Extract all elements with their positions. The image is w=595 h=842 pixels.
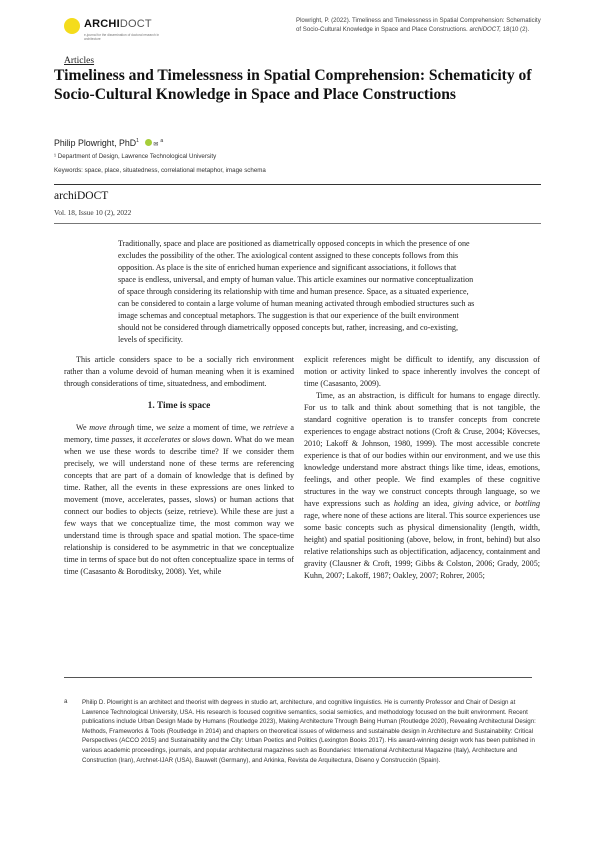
envelope-icon[interactable]: ✉ bbox=[153, 142, 159, 148]
journal-issue: Vol. 18, Issue 10 (2), 2022 bbox=[54, 208, 132, 217]
logo-tagline: e-journal for the dissemination of doctoral research in architecture bbox=[84, 33, 160, 41]
author-line bbox=[54, 138, 163, 148]
section-heading: 1. Time is space bbox=[147, 401, 211, 411]
footnote-divider bbox=[64, 677, 532, 678]
citation-journal: archiDOCT, bbox=[469, 26, 502, 34]
citation-volume: 18(10 (2). bbox=[502, 26, 530, 34]
author-footnote-marker[interactable]: a bbox=[160, 138, 164, 144]
body-paragraph: We move through time, we seize a moment of time, we retrieve a memory, time passes, it accelerates or slows down. What do we mean when we use these words to describe time? If we consider them precisely, we will understand none of these terms are referencing concepts that are part of a domain of knowledge that is defined by time. Rather, all the events in these expressions are ones linked to movement (move, accelerates, passes, slows) or human actions that connect our bodies to objects (seize, retrieve). While these are just a few ways that we conceptualize time, the most common way we understand time is through space and spatial motion. The space-time relationship is considered to be asymmetric in that we conceptualize time in terms of space but do not often conceptualize space in terms of time (Casasanto & Boroditsky, 2008). Yet, while bbox=[64, 423, 295, 576]
logo-wordmark bbox=[84, 18, 152, 30]
citation-header bbox=[296, 16, 546, 35]
header-divider bbox=[54, 184, 541, 185]
body-column-left bbox=[64, 354, 294, 578]
body-column-right bbox=[304, 354, 540, 582]
footnote-marker: a bbox=[64, 698, 68, 705]
author-name[interactable]: Philip Plowright, PhD bbox=[54, 138, 137, 148]
keywords: Keywords: space, place, situatedness, correlational metaphor, image schema bbox=[54, 167, 266, 174]
author-footnote: Philip D. Plowright is an architect and theorist with degrees in studio art, architecture, and cognitive linguistics. He is currently Professor and Chair of Design at Lawrence Technological University, USA. His research is focused cognitive semantics, social semiotics, and methodology focused on the built environment. Recent publications include Urban Design Made by Humans (Routledge 2023), Making Architecture Through Being Human (Routledge 2020), Revealing Architectural Design: Methods, Frameworks & Tools (Routledge in 2014) and chapters on theoretical issues of wilderness and sustainable design in Architecture and Sustainability: Critical Perspectives (ACCO 2015) and Sustainability and the City: Urban Poetics and Politics (Lexington Books 2017). His award-winning design work has been published in various academic proceedings, journals, and popular architectural magazines such as Boundaries: International Architectural Magazine (Italy), Architecture and Construction (Iran), Archnet-IJAR (USA), Bauwelt (Germany), and Arkinka, Revista de Arquitectura, Diseno y Construcción (Spain). bbox=[82, 699, 536, 764]
logo-wordmark-light: DOCT bbox=[119, 18, 152, 30]
author-affiliation-sup: 1 bbox=[136, 138, 139, 145]
section-label-articles[interactable]: Articles bbox=[64, 56, 95, 66]
citation-text: Plowright, P. (2022). Timeliness and Timelessness in Spatial Comprehension: Schematicity of Socio-Cultural Knowledge in Space and Place Constructions. bbox=[296, 17, 541, 34]
abstract: Traditionally, space and place are positioned as diametrically opposed concepts in which the presence of one excludes the possibility of the other. The axiological content assigned to these concepts follows from this opposition. As place is the site of enriched human experience and significant associations, it follows that space is endless, universal, and empty of human value. This article examines our normative conceptualization of space through considering its relationship with time and human presence. Space, as a situated experience, can be considered to contain a large volume of human meaning activated through embodied structures such as image schemas and conceptual metaphors. The suggestion is that our experience of the built environment should not be considered through diametrically opposed concepts but, rather, increasing, and co-existing, levels of specificity. bbox=[118, 239, 475, 344]
body-paragraph-continued: explicit references might be difficult to identify, any discussion of motion or activity linked to space inherently involves the concept of time (Casasanto, 2009). bbox=[304, 355, 540, 388]
body-paragraph: Time, as an abstraction, is difficult for humans to engage directly. For us to talk and think about something that is not tangible, the standard cognitive operation is to transfer concepts from concrete experiences to engage abstract notions (Croft & Cruse, 2004; Kövecses, 2010; Lakoff & Johnson, 1980, 1999). The most accessible concrete experience is that of our bodies within our environment, and we use this knowledge understand more abstract things like time, ideas, emotions, feelings, and other people. We find examples of these cognitive structures in the way we construct concepts through language, so we have expressions such as holding an idea, giving advice, or bottling rage, where none of these actions are literal. This source experiences use some basic concepts such as physical dimensionality (length, width, height) and spatial positioning (above, below, in front, behind) but also relative relationships such as objectification, adjacency, containment and gravity (Clausner & Croft, 1999; Gibbs & Colston, 2006; Grady, 2005; Kuhn, 2007; Lakoff, 1987; Oakley, 2007; Rohrer, 2005; bbox=[304, 391, 541, 580]
journal-name: archiDOCT bbox=[54, 190, 109, 202]
intro-paragraph: This article considers space to be a socially rich environment rather than a volume devoid of human meaning when it is examined through considerations of time, situatedness, and embodiment. bbox=[64, 355, 294, 388]
journal-divider bbox=[54, 223, 541, 224]
article-title: Timeliness and Timelessness in Spatial Comprehension: Schematicity of Socio-Cultural Knowledge in Space and Place Constructions bbox=[54, 67, 532, 103]
logo-circle-icon bbox=[64, 18, 80, 34]
orcid-icon[interactable] bbox=[145, 139, 152, 146]
journal-logo bbox=[64, 16, 174, 46]
author-affiliation: ¹ Department of Design, Lawrence Technological University bbox=[54, 153, 217, 160]
logo-wordmark-bold: ARCHI bbox=[84, 18, 120, 30]
